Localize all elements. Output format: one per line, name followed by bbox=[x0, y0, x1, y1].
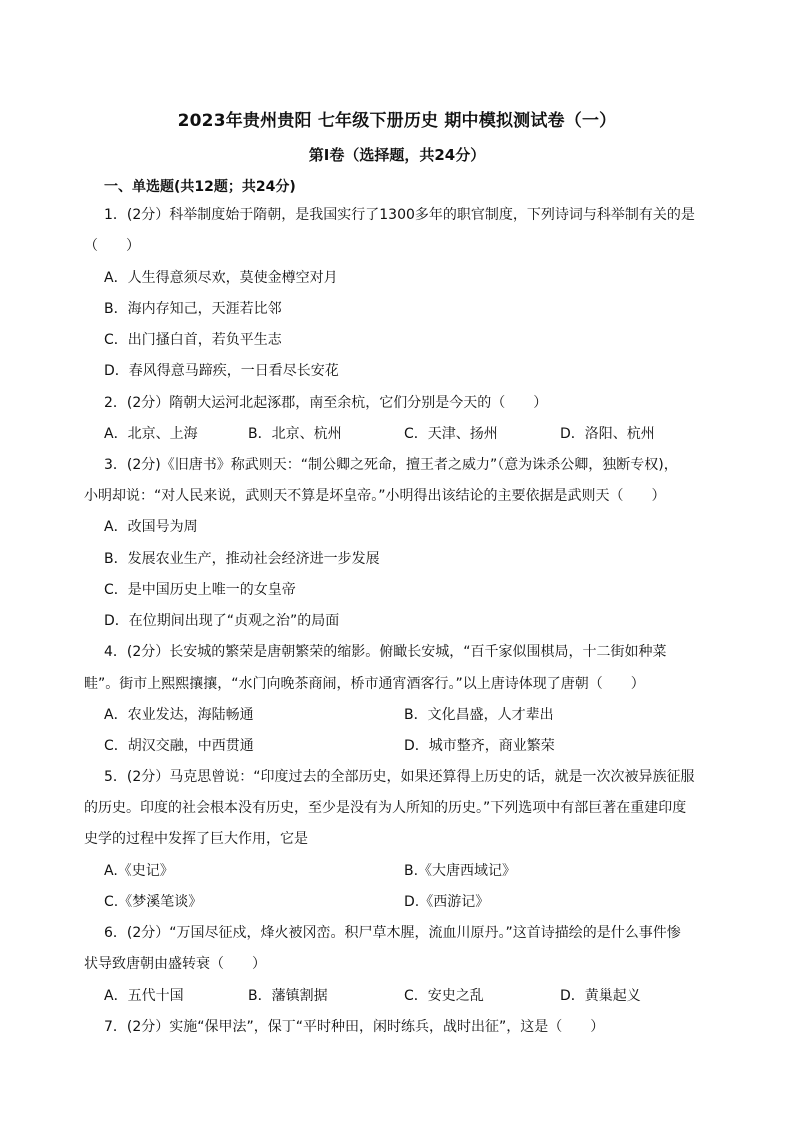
q3-option-b: B．发展农业生产，推动社会经济进一步发展 bbox=[104, 551, 380, 567]
q4-option-b: B．文化昌盛，人才辈出 bbox=[404, 707, 554, 723]
exam-subtitle: 第Ⅰ卷（选择题，共24分） bbox=[308, 146, 486, 164]
exam-title: 2023年贵州贵阳 七年级下册历史 期中模拟测试卷（一） bbox=[177, 111, 617, 131]
q4-stem-line-1: 4．(2分）长安城的繁荣是唐朝繁荣的缩影。俯瞰长安城，“百千家似围棋局，十二街如种菜 bbox=[104, 644, 667, 660]
q5-option-b: B.《大唐西域记》 bbox=[404, 863, 517, 879]
q3-option-d: D．在位期间出现了“贞观之治”的局面 bbox=[104, 613, 340, 629]
q1-option-d: D．春风得意马蹄疾，一日看尽长安花 bbox=[104, 363, 339, 379]
section-heading: 一、单选题(共12题；共24分) bbox=[104, 179, 296, 195]
q2-stem: 2．(2分）隋朝大运河北起涿郡，南至余杭，它们分别是今天的（ ） bbox=[104, 395, 548, 411]
q6-option-a: A．五代十国 bbox=[104, 988, 184, 1004]
q4-option-a: A．农业发达，海陆畅通 bbox=[104, 707, 254, 723]
q3-stem-line-1: 3．(2分)《旧唐书》称武则天：“制公卿之死命，擅王者之威力”（意为诛杀公卿，独断专权)， bbox=[104, 457, 678, 473]
q6-option-d: D．黄巢起义 bbox=[560, 988, 641, 1004]
q5-option-a: A.《史记》 bbox=[104, 863, 174, 879]
q5-stem-line-2: 的历史。印度的社会根本没有历史，至少是没有为人所知的历史。”下列选项中有部巨著在重建印度 bbox=[84, 800, 687, 816]
q4-stem-line-2: 畦”。街市上熙熙攘攘，“水门向晚茶商闹，桥市通宵酒客行。”以上唐诗体现了唐朝（ ） bbox=[84, 676, 645, 692]
q6-option-b: B．藩镇割据 bbox=[248, 988, 328, 1004]
q5-stem-line-3: 史学的过程中发挥了巨大作用，它是 bbox=[84, 831, 308, 847]
q4-option-c: C．胡汉交融，中西贯通 bbox=[104, 738, 254, 754]
q2-option-b: B．北京、杭州 bbox=[248, 426, 342, 442]
q2-option-d: D．洛阳、杭州 bbox=[560, 426, 655, 442]
q1-option-a: A．人生得意须尽欢，莫使金樽空对月 bbox=[104, 270, 338, 286]
q1-option-b: B．海内存知己，天涯若比邻 bbox=[104, 301, 282, 317]
q2-option-a: A．北京、上海 bbox=[104, 426, 198, 442]
q4-option-d: D．城市整齐，商业繁荣 bbox=[404, 738, 555, 754]
q6-stem-line-1: 6．(2分）“万国尽征戍，烽火被冈峦。积尸草木腥，流血川原丹。”这首诗描绘的是什么事件惨 bbox=[104, 925, 681, 941]
q1-stem-line-2: （ ） bbox=[84, 238, 140, 254]
q1-stem-line-1: 1．(2分）科举制度始于隋朝，是我国实行了1300多年的职官制度，下列诗词与科举制有关的是 bbox=[104, 207, 695, 223]
q3-option-c: C．是中国历史上唯一的女皇帝 bbox=[104, 582, 296, 598]
q5-option-c: C.《梦溪笔谈》 bbox=[104, 894, 203, 910]
q3-stem-line-2: 小明却说：“对人民来说，武则天不算是坏皇帝。”小明得出该结论的主要依据是武则天（ ） bbox=[84, 488, 666, 504]
q2-option-c: C．天津、扬州 bbox=[404, 426, 498, 442]
q6-option-c: C．安史之乱 bbox=[404, 988, 484, 1004]
q1-option-c: C．出门搔白首，若负平生志 bbox=[104, 332, 282, 348]
q7-stem: 7．(2分）实施“保甲法”，保丁“平时种田，闲时练兵，战时出征”，这是（ ） bbox=[104, 1019, 605, 1035]
q5-stem-line-1: 5．(2分）马克思曾说：“印度过去的全部历史，如果还算得上历史的话，就是一次次被异族征服 bbox=[104, 769, 695, 785]
q5-option-d: D.《西游记》 bbox=[404, 894, 490, 910]
q6-stem-line-2: 状导致唐朝由盛转衰（ ） bbox=[84, 956, 266, 972]
q3-option-a: A．改国号为周 bbox=[104, 519, 198, 535]
